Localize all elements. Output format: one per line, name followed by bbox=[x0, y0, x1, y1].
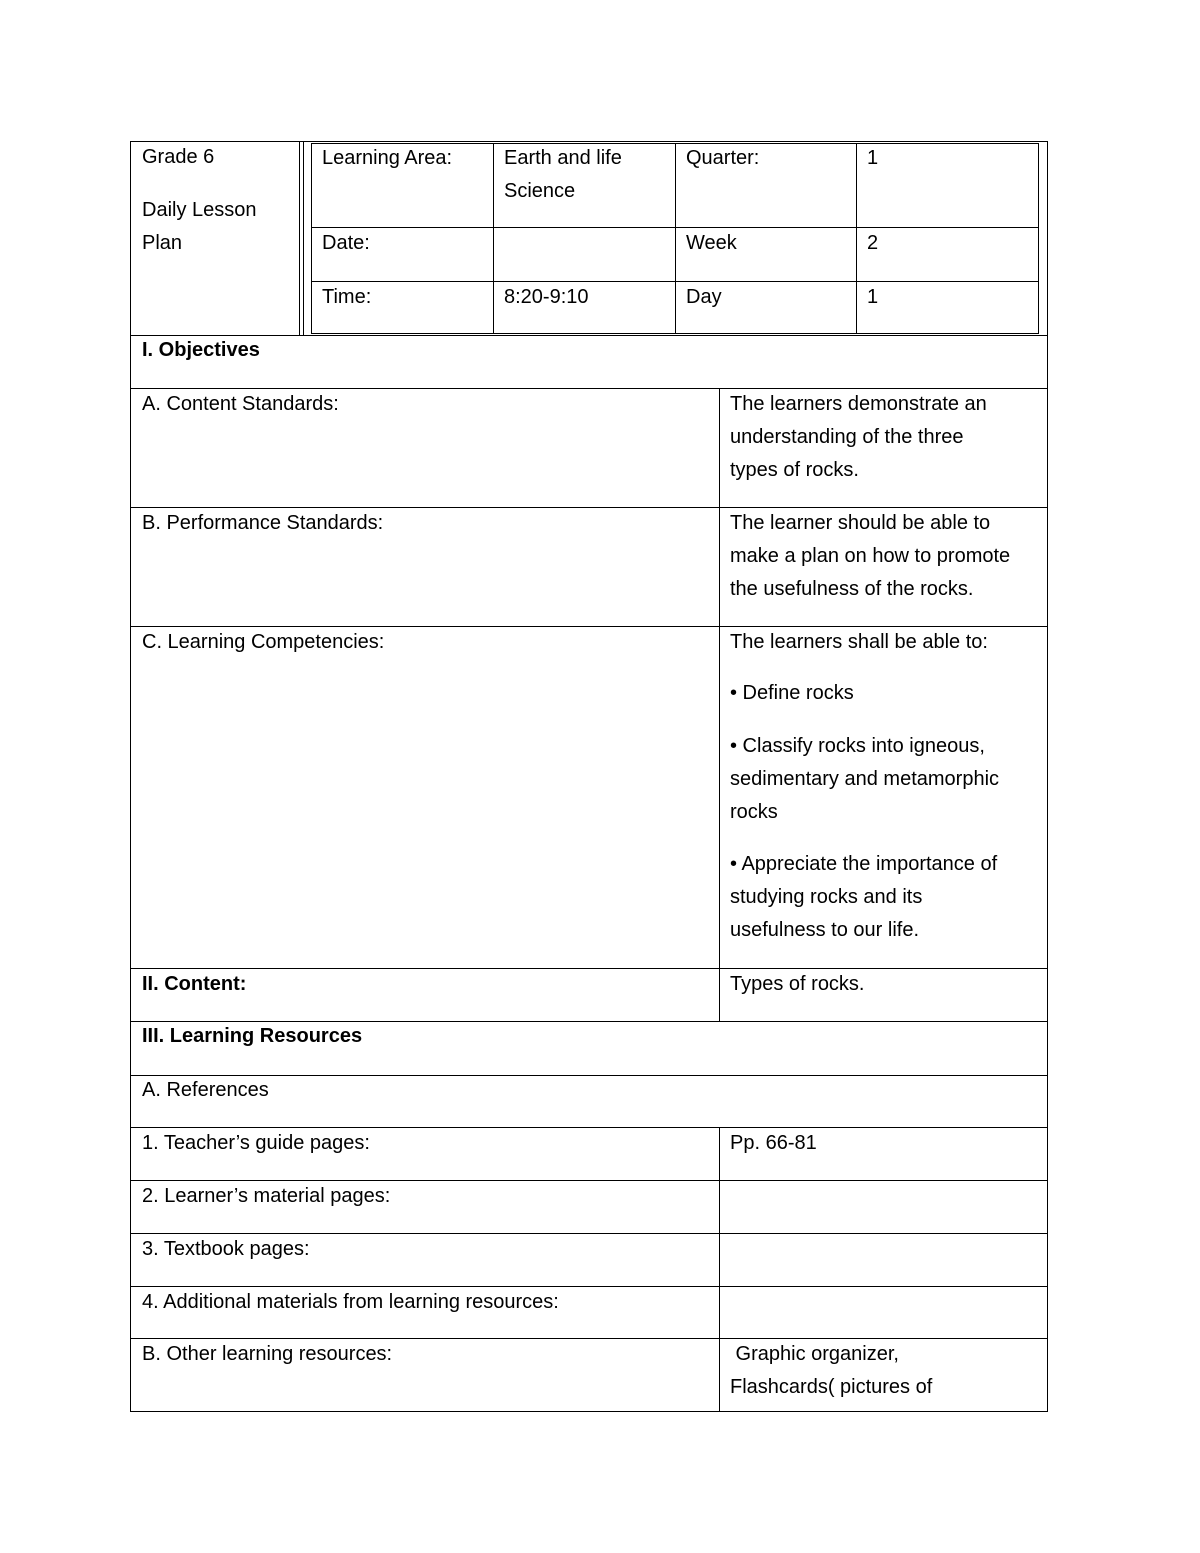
inner-table-row2 bbox=[311, 281, 1039, 282]
inner-table-right bbox=[1038, 143, 1039, 334]
textbook-label: 3. Textbook pages: bbox=[142, 1238, 310, 1260]
learning-area-value-line-2: Science bbox=[504, 180, 576, 202]
quarter-value: 1 bbox=[867, 147, 879, 169]
learning-area-value-line-1: Earth and life bbox=[504, 147, 622, 169]
content-standards-line-3: types of rocks. bbox=[730, 459, 859, 481]
col-separator-references bbox=[719, 1127, 720, 1412]
week-value: 2 bbox=[867, 232, 879, 254]
competency-appreciate-line-2: studying rocks and its bbox=[730, 886, 923, 908]
inner-table-row1 bbox=[311, 227, 1039, 228]
content-heading: II. Content: bbox=[142, 973, 247, 995]
grade-label: Grade 6 bbox=[142, 146, 215, 168]
date-label: Date: bbox=[322, 232, 370, 254]
additional-materials-label: 4. Additional materials from learning resources: bbox=[142, 1291, 559, 1313]
performance-standards-label: B. Performance Standards: bbox=[142, 512, 384, 534]
competencies-intro: The learners shall be able to: bbox=[730, 631, 988, 653]
header-separator-left bbox=[299, 141, 300, 335]
learners-material-label: 2. Learner’s material pages: bbox=[142, 1185, 391, 1207]
resources-heading: III. Learning Resources bbox=[142, 1025, 363, 1047]
content-standards-line-2: understanding of the three bbox=[730, 426, 964, 448]
competency-appreciate-line-1: • Appreciate the importance of bbox=[730, 853, 998, 875]
other-resources-line-2: Flashcards( pictures of bbox=[730, 1376, 933, 1398]
other-resources-label: B. Other learning resources: bbox=[142, 1343, 393, 1365]
content-standards-line-1: The learners demonstrate an bbox=[730, 393, 987, 415]
content-standards-label: A. Content Standards: bbox=[142, 393, 339, 415]
teachers-guide-value: Pp. 66-81 bbox=[730, 1132, 817, 1154]
plan-title-line-1: Daily Lesson bbox=[142, 199, 257, 221]
inner-table-col2 bbox=[493, 143, 494, 334]
week-label: Week bbox=[686, 232, 737, 254]
table-right-border bbox=[1047, 141, 1048, 1412]
inner-table-col4 bbox=[856, 143, 857, 334]
competency-classify-line-3: rocks bbox=[730, 801, 778, 823]
competency-classify-line-1: • Classify rocks into igneous, bbox=[730, 735, 985, 757]
quarter-label: Quarter: bbox=[686, 147, 760, 169]
competencies-label: C. Learning Competencies: bbox=[142, 631, 385, 653]
performance-standards-line-3: the usefulness of the rocks. bbox=[730, 578, 974, 600]
row-line-objectives-top bbox=[130, 335, 1048, 336]
performance-standards-line-2: make a plan on how to promote bbox=[730, 545, 1011, 567]
references-label: A. References bbox=[142, 1079, 269, 1101]
competency-appreciate-line-3: usefulness to our life. bbox=[730, 919, 919, 941]
plan-title-line-2: Plan bbox=[142, 232, 183, 254]
teachers-guide-label: 1. Teacher’s guide pages: bbox=[142, 1132, 370, 1154]
other-resources-line-1: Graphic organizer, bbox=[730, 1343, 899, 1365]
competency-classify-line-2: sedimentary and metamorphic bbox=[730, 768, 1000, 790]
performance-standards-line-1: The learner should be able to bbox=[730, 512, 991, 534]
header-separator-right bbox=[303, 141, 304, 335]
objectives-heading: I. Objectives bbox=[142, 339, 260, 361]
inner-table-col3 bbox=[675, 143, 676, 334]
content-value: Types of rocks. bbox=[730, 973, 865, 995]
table-bottom-border bbox=[130, 1411, 1048, 1412]
col-separator-objectives bbox=[719, 388, 720, 1021]
inner-table-left bbox=[311, 143, 312, 334]
competency-define-rocks: • Define rocks bbox=[730, 682, 854, 704]
table-left-border bbox=[130, 141, 131, 1412]
learning-area-label: Learning Area: bbox=[322, 147, 453, 169]
time-value: 8:20-9:10 bbox=[504, 286, 589, 308]
time-label: Time: bbox=[322, 286, 372, 308]
day-value: 1 bbox=[867, 286, 879, 308]
row-line-content-top bbox=[130, 968, 1048, 969]
day-label: Day bbox=[686, 286, 722, 308]
inner-table-bottom bbox=[311, 333, 1039, 334]
